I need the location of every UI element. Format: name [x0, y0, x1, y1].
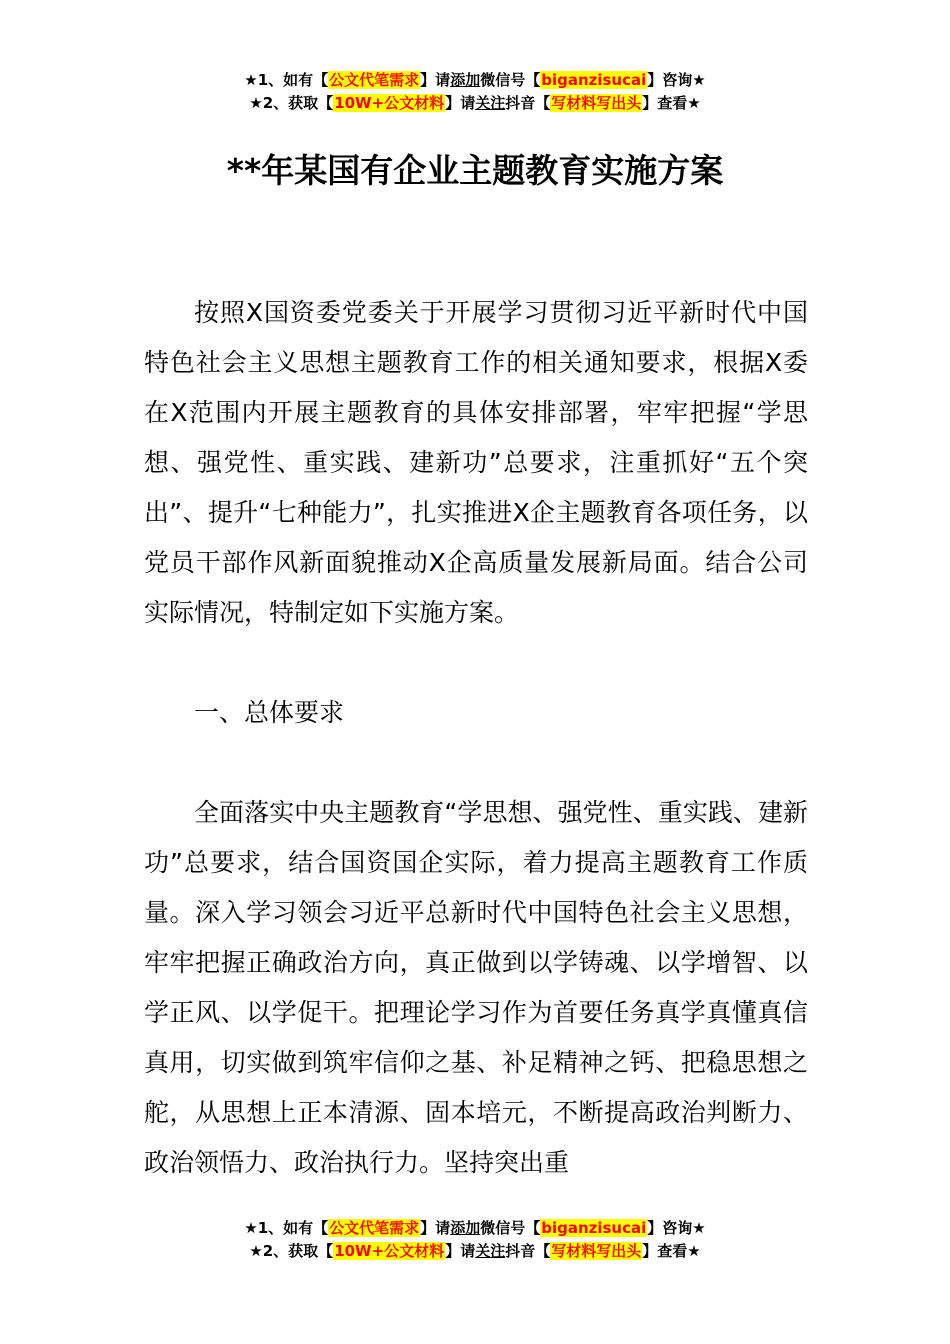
paragraph-spacer: [144, 638, 808, 688]
promo-line-2: ★2、获取【10W+公文材料】请关注抖音【写材料写出头】查看★: [249, 1242, 701, 1260]
promo-highlight: 公文代笔需求: [329, 1219, 420, 1237]
promo-highlight: 公文代笔需求: [329, 71, 420, 89]
promo-banner-bottom: [0, 1217, 950, 1263]
promo-highlight: biganzisucai: [541, 1219, 647, 1237]
paragraph-spacer: [144, 738, 808, 788]
body-paragraph: 全面落实中央主题教育“学思想、强党性、重实践、建新功”总要求，结合国资国企实际，着力提高主题教育工作质量。深入学习领会习近平总新时代中国特色社会主义思想，牢牢把握正确政治方向，真正做到以学铸魂、以学增智、以学正风、以学促干。把理论学习作为首要任务真学真懂真信真用，切实做到筑牢信仰之基、补足精神之钙、把稳思想之舵，从思想上正本清源、固本培元，不断提高政治判断力、政治领悟力、政治执行力。坚持突出重: [144, 798, 808, 1177]
promo-line-1: ★1、如有【公文代笔需求】请添加微信号【biganzisucai】咨询★: [244, 1219, 706, 1237]
promo-highlight: 写材料写出头: [551, 1242, 642, 1260]
promo-line-2: ★2、获取【10W+公文材料】请关注抖音【写材料写出头】查看★: [249, 94, 701, 112]
promo-banner-top: [0, 69, 950, 115]
promo-line-1: ★1、如有【公文代笔需求】请添加微信号【biganzisucai】咨询★: [244, 71, 706, 89]
promo-highlight: 10W+公文材料: [334, 94, 445, 112]
promo-highlight: biganzisucai: [541, 71, 647, 89]
intro-paragraph: 按照X国资委党委关于开展学习贯彻习近平新时代中国特色社会主义思想主题教育工作的相关通知要求，根据X委在X范围内开展主题教育的具体安排部署，牢牢把握“学思想、强党性、重实践、建新功”总要求，注重抓好“五个突出”、提升“七种能力”，扎实推进X企主题教育各项任务，以党员干部作风新面貌推动X企高质量发展新局面。结合公司实际情况，特制定如下实施方案。: [144, 298, 808, 627]
document-title: **年某国有企业主题教育实施方案: [226, 151, 724, 190]
promo-highlight: 写材料写出头: [551, 94, 642, 112]
document-body: [144, 288, 808, 1188]
section-heading: 一、总体要求: [194, 698, 345, 727]
promo-highlight: 10W+公文材料: [334, 1242, 445, 1260]
